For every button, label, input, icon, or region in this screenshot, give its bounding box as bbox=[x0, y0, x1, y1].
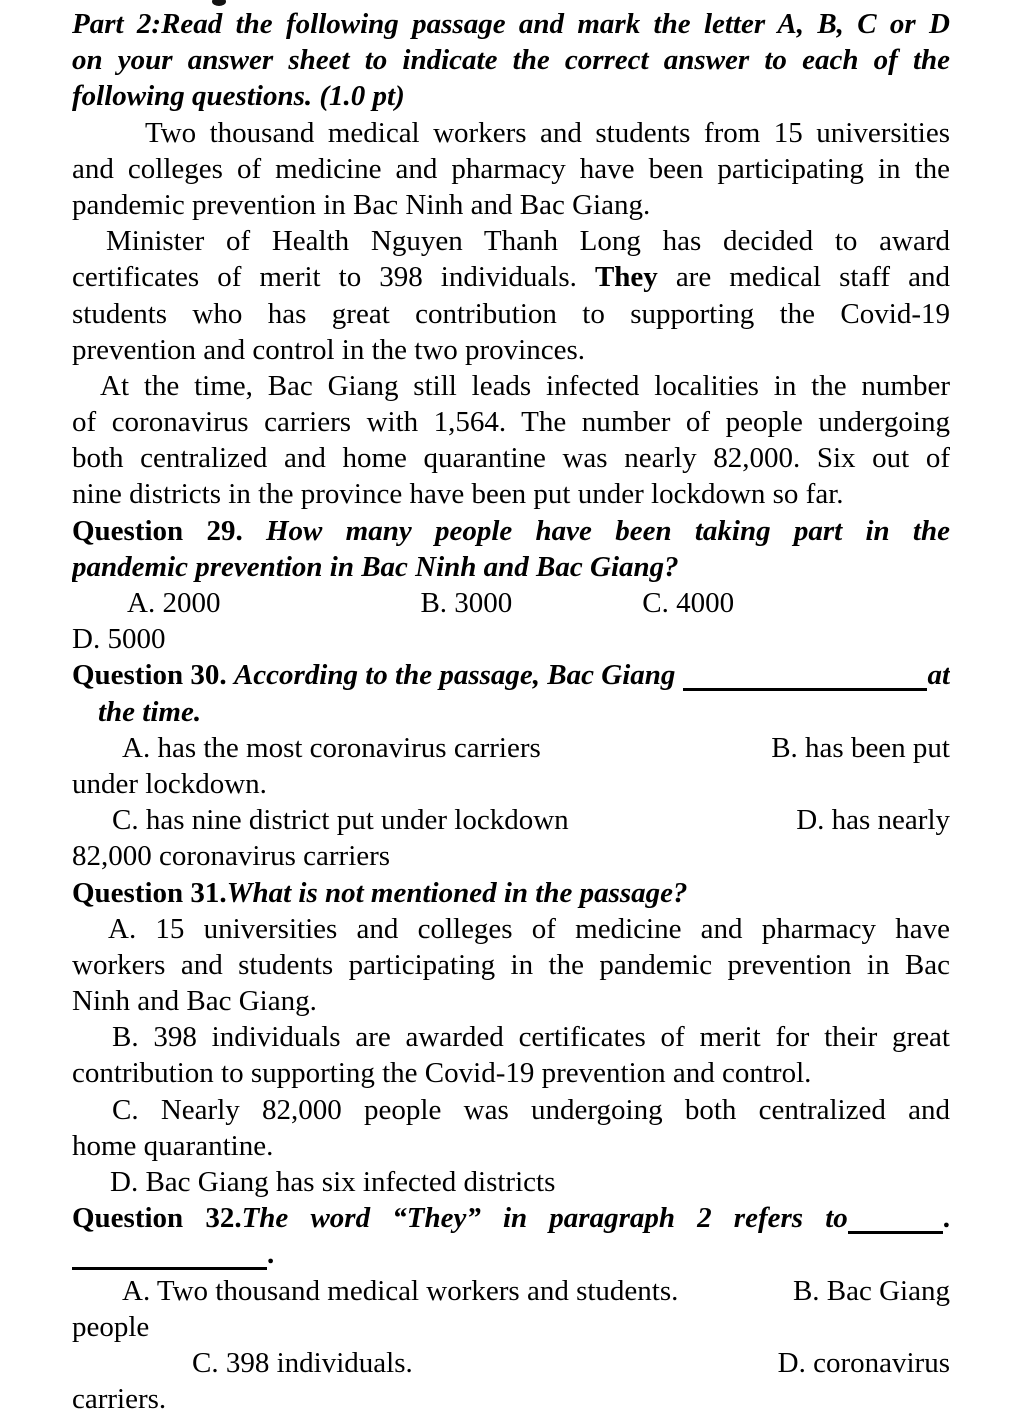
option-c: home quarantine. bbox=[72, 1129, 274, 1162]
passage-p2-line-4 bbox=[72, 332, 950, 368]
passage-text: students who has great contribution to supporting the Covid-19 bbox=[72, 297, 950, 330]
passage-p1-line-1 bbox=[145, 115, 950, 151]
option-a: A. 2000 bbox=[127, 587, 221, 619]
question-29-options-abc bbox=[72, 585, 950, 621]
question-31-option-a-line-2 bbox=[72, 947, 950, 983]
question-number: Question 30. bbox=[72, 659, 234, 692]
passage-text: Two thousand medical workers and students from 15 universities bbox=[145, 116, 950, 149]
option-b: under lockdown. bbox=[72, 767, 267, 800]
option-c: C. 4000 bbox=[642, 587, 735, 619]
option-c: C. has nine district put under lockdown bbox=[112, 804, 569, 837]
option-d: D. 5000 bbox=[72, 623, 166, 656]
emphasized-word: They bbox=[594, 261, 658, 294]
option-b: B. 3000 bbox=[420, 587, 513, 619]
question-text: What is not mentioned in the passage? bbox=[226, 876, 688, 909]
question-32-option-d-cont bbox=[72, 1381, 950, 1417]
passage-p2-line-3 bbox=[72, 296, 950, 332]
passage-p3-line-2 bbox=[72, 404, 950, 440]
heading-line-1 bbox=[72, 6, 950, 42]
question-text: at bbox=[927, 659, 950, 692]
option-b: B. Bac Giang bbox=[792, 1274, 950, 1307]
document-body bbox=[72, 6, 950, 1417]
question-31-option-a-line-1 bbox=[108, 911, 950, 947]
passage-p2-line-1 bbox=[106, 223, 950, 259]
passage-p3-line-1 bbox=[100, 368, 950, 404]
instruction-text: Read the following passage and mark the letter A, B, C or D bbox=[161, 8, 950, 40]
passage-text: At the time, Bac Giang still leads infected localities in the number bbox=[100, 369, 950, 402]
passage-text: certificates of merit to 398 individuals. bbox=[72, 261, 595, 294]
question-31-option-b-line-2 bbox=[72, 1055, 950, 1091]
option-c: C. 398 individuals. bbox=[192, 1346, 413, 1379]
passage-text: and colleges of medicine and pharmacy have been participating in the bbox=[72, 152, 950, 185]
question-30-line-2 bbox=[98, 694, 950, 730]
question-text: How many people have been taking part in the bbox=[265, 514, 950, 547]
question-30-option-b-cont bbox=[72, 766, 950, 802]
option-b: B. 398 individuals are awarded certificates of merit for their great bbox=[112, 1021, 950, 1054]
passage-text: Minister of Health Nguyen Thanh Long has decided to award bbox=[106, 225, 950, 258]
passage-text: pandemic prevention in Bac Ninh and Bac Giang. bbox=[72, 188, 651, 221]
passage-text: both centralized and home quarantine was nearly 82,000. Six out of bbox=[72, 442, 950, 475]
passage-p1-line-3 bbox=[72, 187, 950, 223]
question-30-options-cd bbox=[112, 802, 950, 838]
option-c: C. Nearly 82,000 people was undergoing both centralized and bbox=[112, 1093, 950, 1126]
question-text: . bbox=[267, 1238, 275, 1271]
question-32-options-ab bbox=[122, 1273, 950, 1309]
question-31-option-a-line-3 bbox=[72, 983, 950, 1019]
answer-blank bbox=[848, 1230, 943, 1234]
option-b: contribution to supporting the Covid-19 prevention and control. bbox=[72, 1057, 812, 1090]
passage-text: prevention and control in the two provinces. bbox=[72, 333, 586, 366]
question-number: Question 29. bbox=[72, 514, 266, 547]
question-31-option-c-line-2 bbox=[72, 1128, 950, 1164]
option-b: people bbox=[72, 1310, 150, 1343]
part-label: Part 2: bbox=[72, 8, 162, 40]
question-text: pandemic prevention in Bac Ninh and Bac Giang? bbox=[72, 550, 679, 583]
passage-p3-line-4 bbox=[72, 476, 950, 512]
answer-blank bbox=[683, 687, 928, 691]
question-text: The word “They” in paragraph 2 refers to bbox=[241, 1202, 848, 1235]
question-text: the time. bbox=[98, 695, 202, 728]
passage-text: nine districts in the province have been put under lockdown so far. bbox=[72, 478, 844, 511]
question-30-line-1 bbox=[72, 657, 950, 693]
passage-p2-line-2 bbox=[72, 259, 950, 295]
option-d: 82,000 coronavirus carriers bbox=[72, 840, 391, 873]
answer-blank bbox=[72, 1266, 267, 1270]
option-a: Ninh and Bac Giang. bbox=[72, 985, 317, 1018]
question-31-line-1 bbox=[72, 875, 950, 911]
question-32-line-1 bbox=[72, 1200, 950, 1236]
question-text: . bbox=[942, 1202, 950, 1235]
instruction-text: on your answer sheet to indicate the correct answer to each of the bbox=[72, 44, 950, 77]
question-text: According to the passage, Bac Giang bbox=[233, 659, 683, 692]
heading-line-3 bbox=[72, 78, 950, 114]
option-d: carriers. bbox=[72, 1383, 167, 1416]
question-31-option-d bbox=[110, 1164, 950, 1200]
option-d: D. coronavirus bbox=[777, 1346, 950, 1379]
passage-p3-line-3 bbox=[72, 440, 950, 476]
option-d: D. Bac Giang has six infected districts bbox=[110, 1166, 556, 1198]
passage-p1-line-2 bbox=[72, 151, 950, 187]
option-b: B. has been put bbox=[771, 731, 950, 764]
question-31-option-b-line-1 bbox=[112, 1019, 950, 1055]
question-number: Question 32. bbox=[72, 1202, 242, 1235]
passage-text: are medical staff and bbox=[657, 261, 950, 294]
question-number: Question 31. bbox=[72, 876, 227, 909]
question-31-option-c-line-1 bbox=[112, 1092, 950, 1128]
question-30-option-d-cont bbox=[72, 838, 950, 874]
option-d: D. has nearly bbox=[796, 804, 950, 837]
question-29-line-2 bbox=[72, 549, 950, 585]
passage-text: of coronavirus carriers with 1,564. The number of people undergoing bbox=[72, 406, 950, 439]
question-29-option-d bbox=[72, 621, 950, 657]
heading-line-2 bbox=[72, 42, 950, 78]
question-32-option-b-cont bbox=[72, 1309, 950, 1345]
question-30-options-ab bbox=[122, 730, 950, 766]
option-a: workers and students participating in the pandemic prevention in Bac bbox=[72, 948, 950, 981]
question-32-line-2 bbox=[72, 1236, 950, 1272]
instruction-text: following questions. (1.0 pt) bbox=[72, 80, 405, 113]
question-29-line-1 bbox=[72, 513, 950, 549]
option-a: A. 15 universities and colleges of medicine and pharmacy have bbox=[108, 912, 950, 945]
option-a: A. has the most coronavirus carriers bbox=[122, 731, 541, 764]
question-32-options-cd bbox=[192, 1345, 950, 1381]
option-a: A. Two thousand medical workers and students. bbox=[122, 1274, 679, 1307]
